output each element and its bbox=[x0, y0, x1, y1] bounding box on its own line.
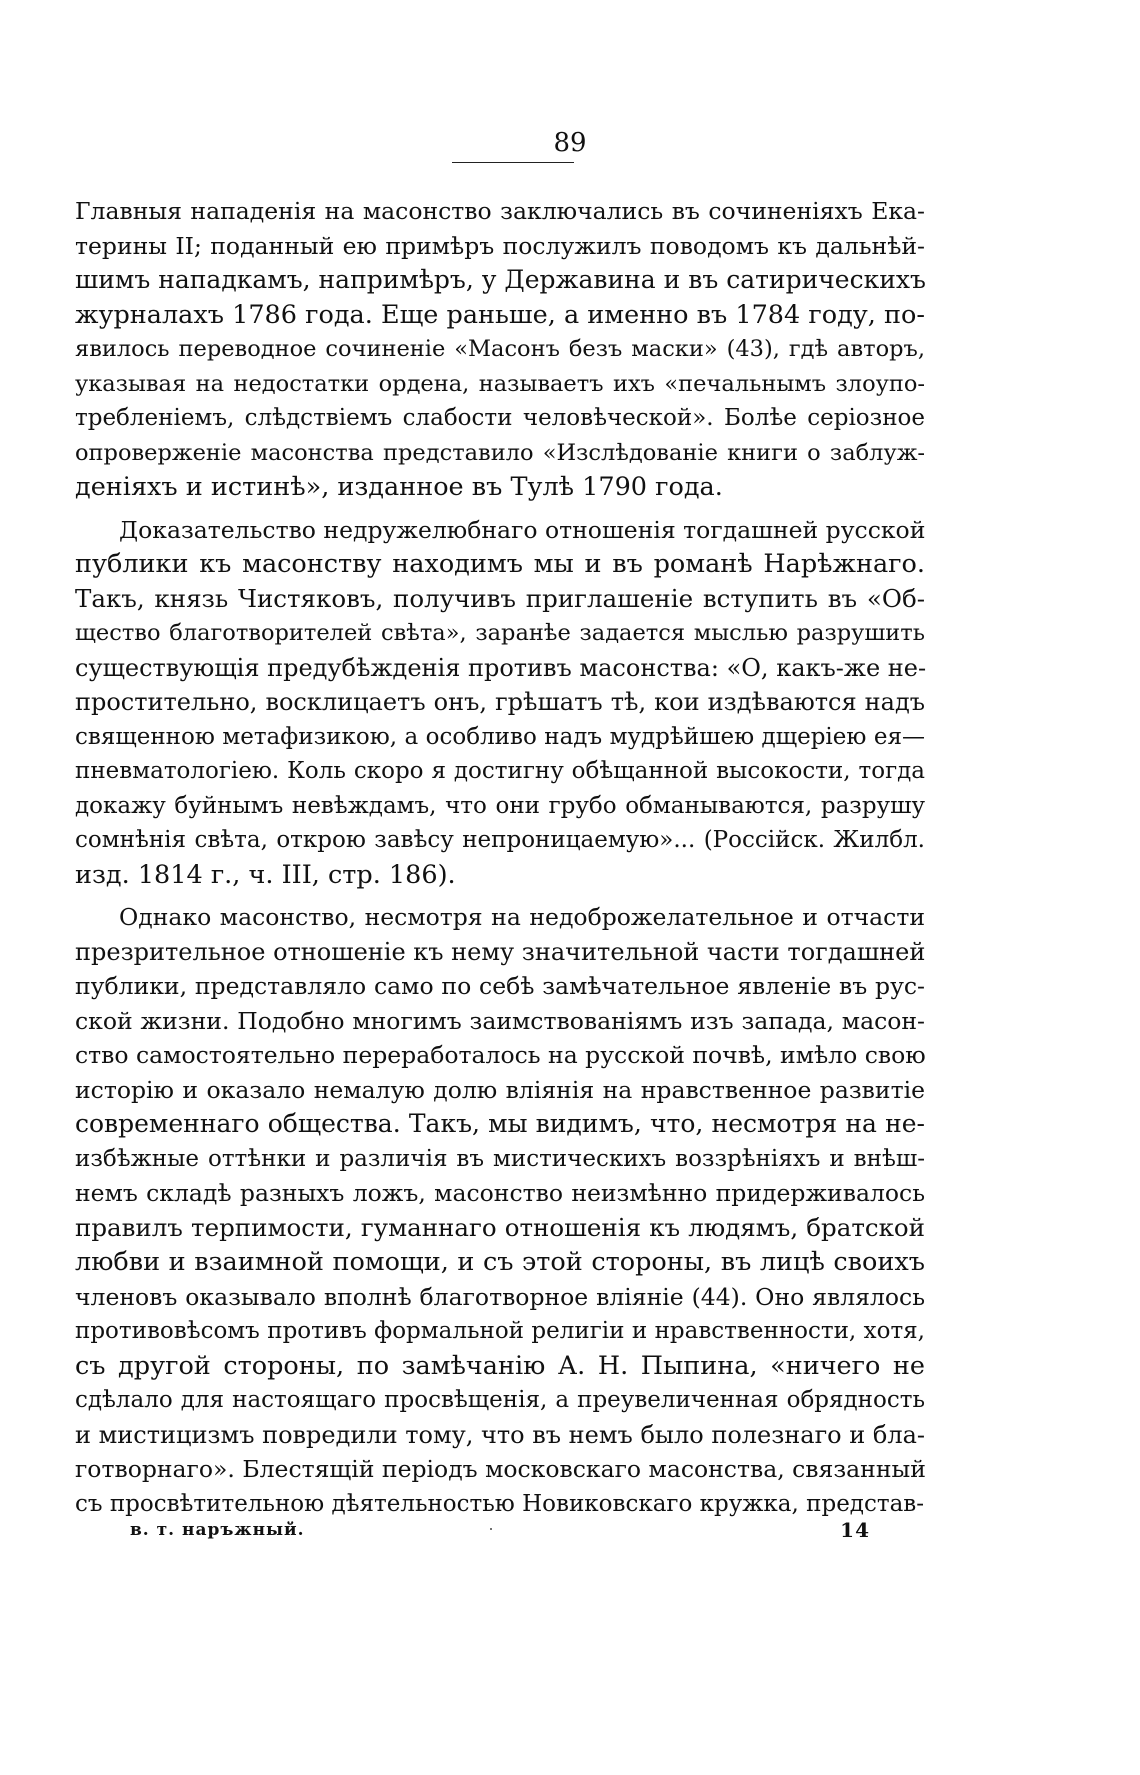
paragraph bbox=[75, 513, 925, 893]
text-line: сомнѣнія свѣта, открою завѣсу непроницаемую»... (Россійск. Жилбл. bbox=[75, 827, 925, 853]
text-line: простительно, восклицаетъ онъ, грѣшатъ тѣ, кои издѣваются надъ bbox=[75, 688, 925, 716]
text-line: съ просвѣтительною дѣятельностью Новиковскаго кружка, представ- bbox=[75, 1490, 925, 1517]
text-line: изд. 1814 г., ч. III, стр. 186). bbox=[75, 859, 456, 890]
text-line: сдѣлало для настоящаго просвѣщенія, а преувеличенная обрядность bbox=[75, 1387, 925, 1413]
text-line: готворнаго». Блестящій періодъ московскаго масонства, связанный bbox=[75, 1455, 926, 1483]
paragraph bbox=[75, 194, 925, 505]
footer-dot bbox=[490, 1528, 492, 1530]
text-line: шимъ нападкамъ, напримѣръ, у Державина и въ сатирическихъ bbox=[75, 265, 926, 294]
text-line: публики, представляло само по себѣ замѣчательное явленіе въ рус- bbox=[75, 972, 925, 1000]
text-line: священною метафизикою, а особливо надъ мудрѣйшею дщеріею ея— bbox=[75, 723, 925, 750]
text-line: противовѣсомъ противъ формальной религіи и нравственности, хотя, bbox=[75, 1318, 925, 1344]
footer-sheet-number: 14 bbox=[840, 1518, 870, 1542]
text-line: явилось переводное сочиненіе «Масонъ безъ маски» (43), гдѣ авторъ, bbox=[75, 336, 925, 362]
text-line: немъ складѣ разныхъ ложъ, масонство неизмѣнно придерживалось bbox=[75, 1179, 925, 1207]
text-line: пневматологіею. Коль скоро я достигну обѣщанной высокости, тогда bbox=[75, 758, 925, 784]
text-line: существующія предубѣжденія противъ масонства: «О, какъ-же не- bbox=[75, 653, 927, 682]
text-line: исторію и оказало немалую долю вліянія на нравственное развитіе bbox=[75, 1075, 925, 1104]
text-line: ской жизни. Подобно многимъ заимствованіямъ изъ запада, масон- bbox=[75, 1006, 925, 1035]
text-line: членовъ оказывало вполнѣ благотворное вліяніе (44). Оно являлось bbox=[75, 1282, 925, 1311]
text-line: деніяхъ и истинѣ», изданное въ Тулѣ 1790 года. bbox=[75, 472, 723, 502]
text-line: Главныя нападенія на масонство заключались въ сочиненіяхъ Ека- bbox=[75, 197, 925, 225]
text-line: журналахъ 1786 года. Еще раньше, а именно въ 1784 году, по- bbox=[75, 299, 925, 330]
text-line: ство самостоятельно переработалось на русской почвѣ, имѣло свою bbox=[75, 1041, 926, 1069]
text-line: любви и взаимной помощи, и съ этой стороны, въ лицѣ своихъ bbox=[75, 1247, 925, 1277]
text-line: и мистицизмъ повредили тому, что въ немъ было полезнаго и бла- bbox=[75, 1420, 925, 1449]
text-line: указывая на недостатки ордена, называетъ ихъ «печальнымъ злоупо- bbox=[75, 370, 925, 397]
text-line: докажу буйнымъ невѣждамъ, что они грубо обманываются, разрушу bbox=[75, 792, 925, 819]
text-line: правилъ терпимости, гуманнаго отношенія къ людямъ, братской bbox=[75, 1212, 925, 1242]
paragraph bbox=[75, 900, 925, 1521]
header-rule bbox=[452, 162, 574, 163]
text-line: избѣжные оттѣнки и различія въ мистическихъ воззрѣніяхъ и внѣш- bbox=[75, 1145, 925, 1172]
text-line: щество благотворителей свѣта», заранѣе задается мыслью разрушить bbox=[75, 620, 925, 646]
text-line: презрительное отношеніе къ нему значительной части тогдашней bbox=[75, 937, 926, 966]
text-line: Однако масонство, несмотря на недоброжелательное и отчасти bbox=[119, 903, 925, 931]
text-line: публики къ масонству находимъ мы и въ романѣ Нарѣжнаго. bbox=[75, 549, 925, 579]
text-line: Доказательство недружелюбнаго отношенія тогдашней русской bbox=[119, 515, 926, 544]
body-text bbox=[75, 194, 925, 1529]
page-number: 89 bbox=[553, 128, 587, 158]
text-line: опроверженіе масонства представило «Изслѣдованіе книги о заблуж- bbox=[75, 439, 925, 466]
text-line: Такъ, князь Чистяковъ, получивъ приглашеніе вступить въ «Об- bbox=[75, 583, 925, 613]
text-line: съ другой стороны, по замѣчанію А. Н. Пыпина, «ничего не bbox=[75, 1350, 925, 1381]
footer-signature: в. т. наръжный. bbox=[130, 1520, 305, 1540]
text-line: терины II; поданный ею примѣръ послужилъ поводомъ къ дальнѣй- bbox=[75, 231, 925, 260]
text-line: требленіемъ, слѣдствіемъ слабости человѣческой». Болѣе серіозное bbox=[75, 405, 925, 431]
text-line: современнаго общества. Такъ, мы видимъ, что, несмотря на не- bbox=[75, 1109, 925, 1138]
